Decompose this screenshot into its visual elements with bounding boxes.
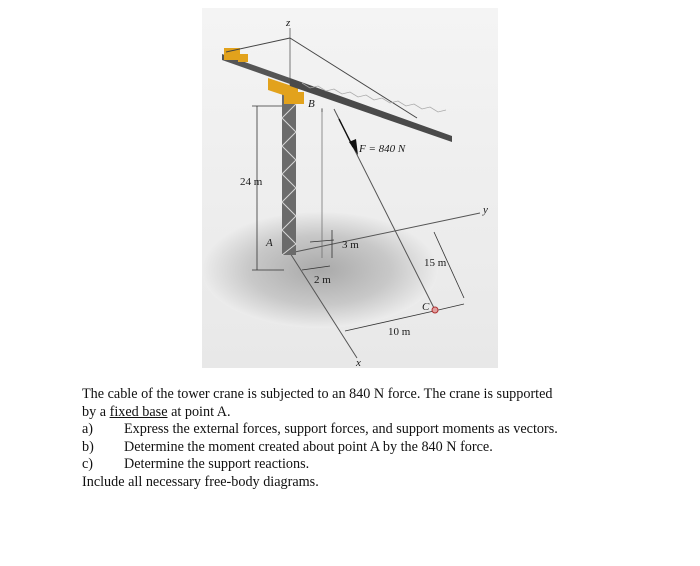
crane-turntable bbox=[284, 92, 304, 104]
height-label: 24 m bbox=[240, 176, 263, 188]
x-axis-label: x bbox=[356, 357, 361, 368]
intro-line-1: The cable of the tower crane is subjected to an 840 N force. The crane is supported bbox=[82, 386, 553, 402]
list-item bbox=[82, 421, 642, 439]
point-a-label: A bbox=[266, 237, 273, 249]
item-text: Determine the support reactions. bbox=[124, 456, 310, 473]
list-item bbox=[82, 456, 642, 474]
point-c-label: C bbox=[422, 301, 430, 313]
item-text: Determine the moment created about point A by the 840 N force. bbox=[124, 438, 493, 455]
closing-line: Include all necessary free-body diagrams. bbox=[82, 473, 319, 490]
intro-line-2 bbox=[82, 404, 642, 422]
y-axis-label: y bbox=[483, 204, 488, 216]
item-text: Express the external forces, support forces, and support moments as vectors. bbox=[124, 421, 558, 438]
dim-3m-label: 3 m bbox=[342, 239, 359, 251]
z-axis-label: z bbox=[286, 17, 291, 29]
dim-10m-label: 10 m bbox=[388, 326, 411, 338]
anchor-c bbox=[432, 307, 438, 313]
point-b-label: B bbox=[308, 98, 315, 110]
dim-2m-label: 2 m bbox=[314, 274, 331, 286]
intro-pre: by a bbox=[82, 403, 110, 420]
item-marker: b) bbox=[82, 438, 94, 455]
force-label: F = 840 N bbox=[359, 143, 406, 155]
list-item bbox=[82, 439, 642, 457]
fixed-base-term: fixed base bbox=[109, 403, 168, 420]
dim-15m-label: 15 m bbox=[424, 257, 447, 269]
problem-statement bbox=[82, 386, 642, 492]
crane-diagram bbox=[202, 8, 498, 368]
item-marker: a) bbox=[82, 421, 94, 438]
item-marker: c) bbox=[82, 456, 94, 473]
crane-figure bbox=[202, 8, 498, 368]
intro-post: at point A. bbox=[167, 403, 231, 420]
counterweight-2 bbox=[238, 54, 248, 62]
